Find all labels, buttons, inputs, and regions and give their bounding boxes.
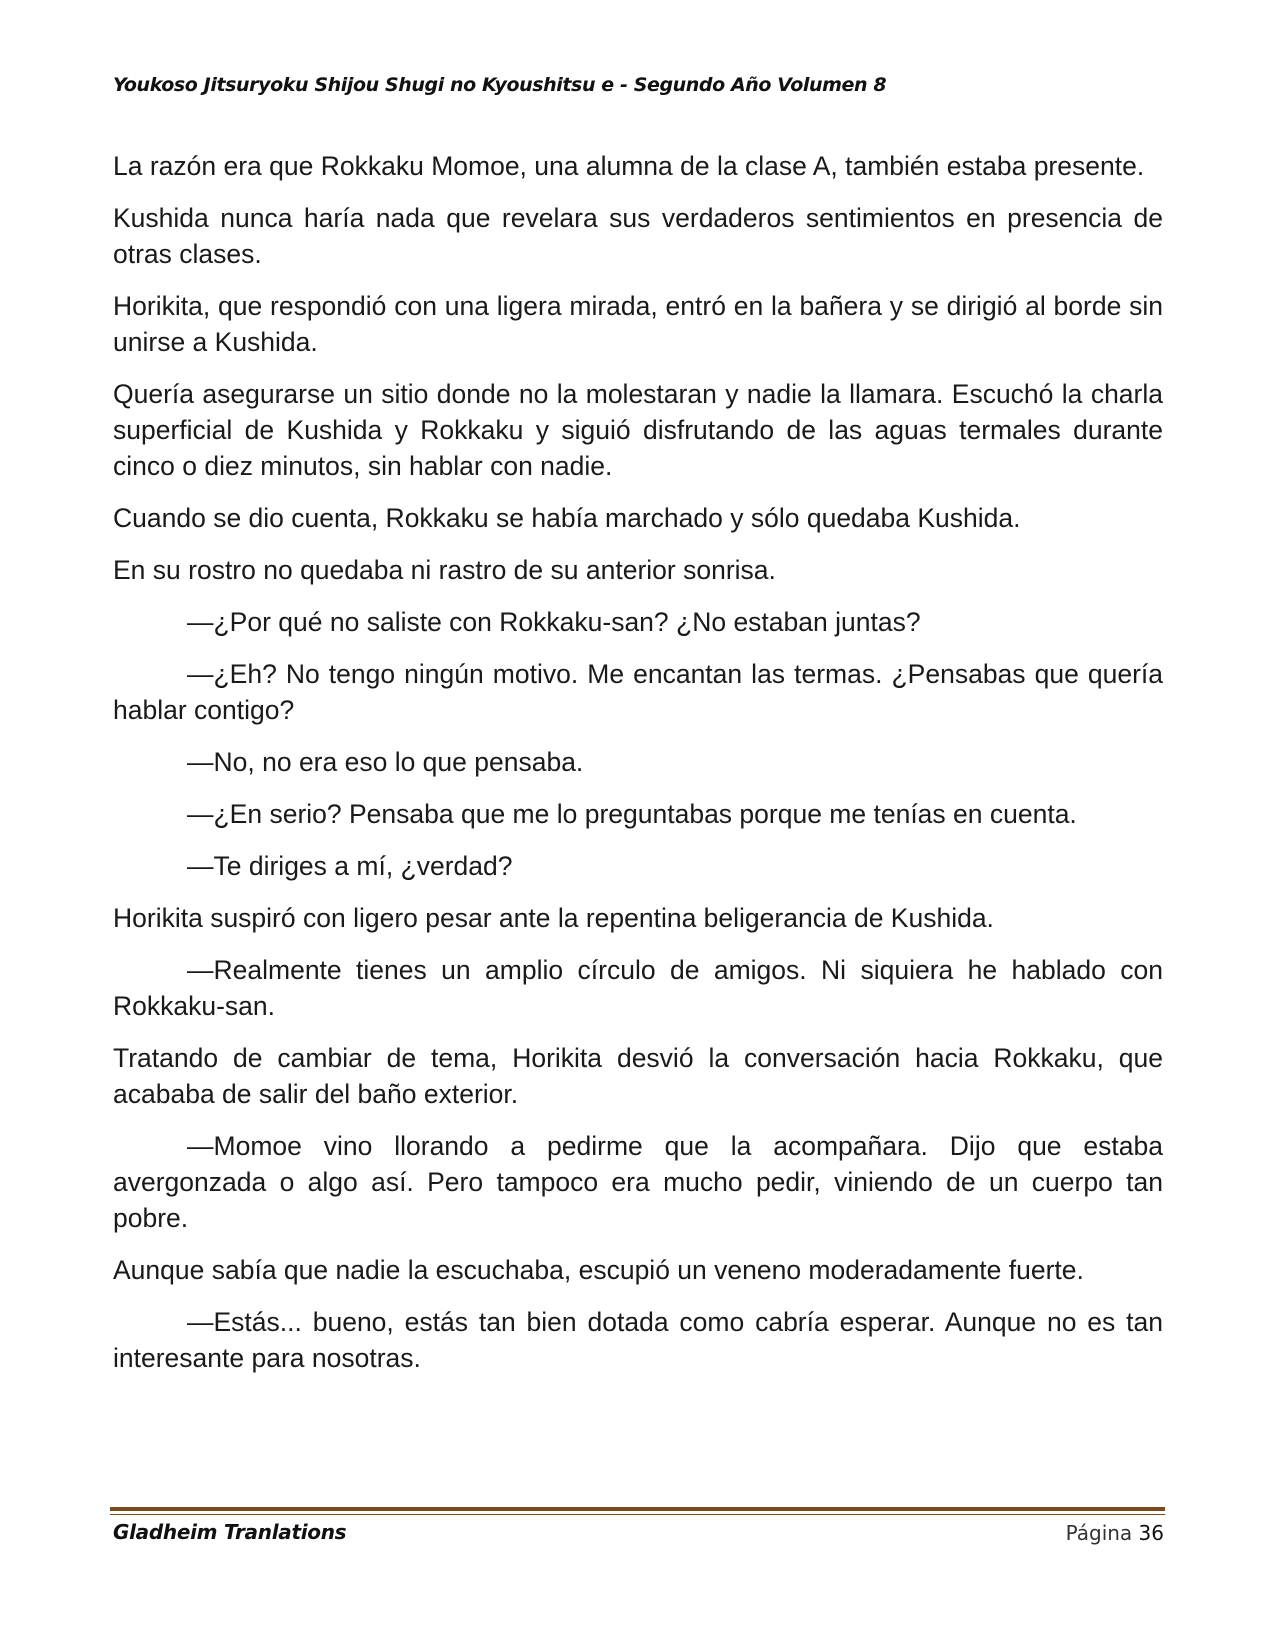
paragraph-dialogue: —¿En serio? Pensaba que me lo preguntabas porque me tenías en cuenta. bbox=[187, 799, 1077, 829]
paragraph-narration: Kushida nunca haría nada que revelara sus verdaderos sentimientos en presencia de otras clases. bbox=[113, 203, 1163, 269]
paragraph-narration: La razón era que Rokkaku Momoe, una alumna de la clase A, también estaba presente. bbox=[113, 151, 1145, 181]
footer-rule-thin bbox=[110, 1514, 1165, 1515]
paragraph-dialogue: —Realmente tienes un amplio círculo de amigos. Ni siquiera he hablado con Rokkaku-san. bbox=[113, 955, 1163, 1021]
paragraph-narration: Tratando de cambiar de tema, Horikita desvió la conversación hacia Rokkaku, que acababa de salir del baño exterior. bbox=[113, 1043, 1163, 1109]
paragraph-dialogue: —¿Por qué no saliste con Rokkaku-san? ¿No estaban juntas? bbox=[187, 607, 921, 637]
footer-rule bbox=[110, 1507, 1165, 1511]
paragraph-dialogue: —Momoe vino llorando a pedirme que la acompañara. Dijo que estaba avergonzada o algo así. Pero tampoco era mucho pedir, viniendo de un cuerpo tan pobre. bbox=[113, 1131, 1163, 1233]
paragraph-narration: Horikita suspiró con ligero pesar ante la repentina beligerancia de Kushida. bbox=[113, 903, 994, 933]
paragraph-dialogue: —Te diriges a mí, ¿verdad? bbox=[187, 851, 513, 881]
paragraph-dialogue: —Estás... bueno, estás tan bien dotada como cabría esperar. Aunque no es tan interesante para nosotras. bbox=[113, 1307, 1163, 1373]
paragraph-narration: En su rostro no quedaba ni rastro de su anterior sonrisa. bbox=[113, 555, 776, 585]
paragraph-dialogue: —¿Eh? No tengo ningún motivo. Me encantan las termas. ¿Pensabas que quería hablar contigo? bbox=[113, 659, 1163, 725]
page-label: Página bbox=[1065, 1521, 1133, 1545]
paragraph-narration: Horikita, que respondió con una ligera mirada, entró en la bañera y se dirigió al borde sin unirse a Kushida. bbox=[113, 291, 1163, 357]
page-number-block bbox=[1066, 1521, 1164, 1545]
paragraph-dialogue: —No, no era eso lo que pensaba. bbox=[187, 747, 584, 777]
paragraph-narration: Quería asegurarse un sitio donde no la molestaran y nadie la llamara. Escuchó la charla superficial de Kushida y Rokkaku y siguió disfrutando de las aguas termales durante cinco o diez minutos, sin hablar con nadie. bbox=[113, 379, 1163, 481]
footer-credit: Gladheim Tranlations bbox=[113, 1520, 347, 1544]
paragraph-narration: Cuando se dio cuenta, Rokkaku se había marchado y sólo quedaba Kushida. bbox=[113, 503, 1021, 533]
running-header: Youkoso Jitsuryoku Shijou Shugi no Kyoushitsu e - Segundo Año Volumen 8 bbox=[113, 74, 887, 96]
body-text bbox=[113, 148, 1163, 1392]
page-number: 36 bbox=[1138, 1521, 1164, 1545]
paragraph-narration: Aunque sabía que nadie la escuchaba, escupió un veneno moderadamente fuerte. bbox=[113, 1255, 1084, 1285]
